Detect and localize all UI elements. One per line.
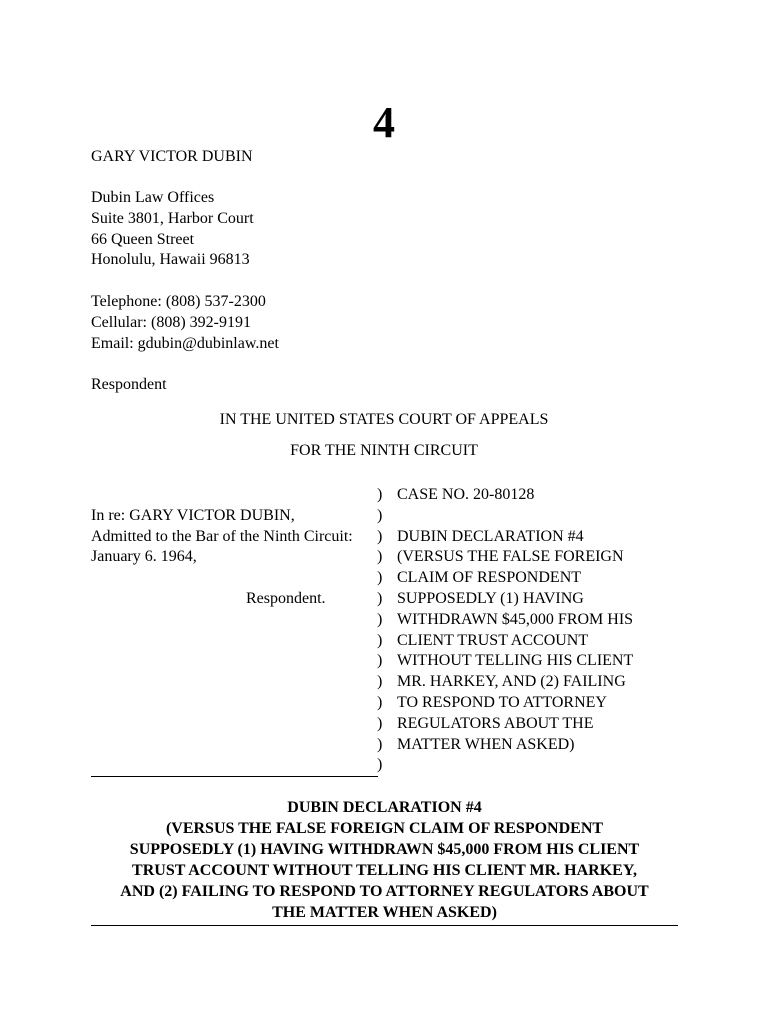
- declaration-title: [91, 797, 678, 923]
- address-line: Honolulu, Hawaii 96813: [91, 251, 250, 269]
- caption-left-line: Admitted to the Bar of the Ninth Circuit:: [91, 527, 353, 545]
- court-circuit: FOR THE NINTH CIRCUIT: [290, 442, 478, 459]
- caption-paren: ): [377, 756, 383, 774]
- caption-left-line: In re: GARY VICTOR DUBIN,: [91, 506, 295, 524]
- case-number: CASE NO. 20-80128: [397, 486, 535, 503]
- caption-paren: ): [377, 735, 383, 753]
- title-underline: [91, 925, 678, 926]
- caption-paren: ): [377, 693, 383, 711]
- title-line: AND (2) FAILING TO RESPOND TO ATTORNEY REGULATORS ABOUT: [120, 883, 649, 900]
- title-line: THE MATTER WHEN ASKED): [272, 904, 497, 921]
- caption-right-line: MATTER WHEN ASKED): [397, 735, 575, 753]
- caption-right-line: CLIENT TRUST ACCOUNT: [397, 631, 589, 649]
- caption-paren: ): [377, 589, 383, 607]
- cellular: Cellular: (808) 392-9191: [91, 313, 251, 331]
- caption-right-line: DUBIN DECLARATION #4: [397, 527, 584, 545]
- exhibit-number: 4: [373, 98, 395, 147]
- caption-paren: ): [377, 527, 383, 545]
- caption-paren: ): [377, 610, 383, 628]
- address-line: 66 Queen Street: [91, 230, 195, 248]
- attorney-role: Respondent: [91, 376, 167, 393]
- caption-paren: ): [377, 569, 383, 587]
- telephone: Telephone: (808) 537-2300: [91, 293, 266, 310]
- caption-right-line: MR. HARKEY, AND (2) FAILING: [397, 673, 626, 691]
- caption-paren: ): [377, 506, 383, 524]
- caption-paren: ): [377, 714, 383, 732]
- caption-paren: ): [377, 486, 383, 503]
- caption-left-line: [91, 568, 383, 589]
- caption-right-line: CLAIM OF RESPONDENT: [397, 569, 582, 587]
- address-line: Dubin Law Offices: [91, 189, 215, 206]
- caption-right-line: WITHDRAWN $45,000 FROM HIS: [397, 610, 634, 628]
- caption-paren: ): [377, 548, 383, 566]
- caption-underline: [91, 776, 378, 777]
- attorney-address: [91, 188, 254, 271]
- email: Email: gdubin@dubinlaw.net: [91, 334, 279, 352]
- title-line: SUPPOSEDLY (1) HAVING WITHDRAWN $45,000 FROM HIS CLIENT: [129, 841, 640, 858]
- title-line: (VERSUS THE FALSE FOREIGN CLAIM OF RESPONDENT: [165, 820, 604, 837]
- caption-left-line: January 6. 1964,: [91, 548, 197, 566]
- caption-paren: ): [377, 631, 383, 649]
- caption-right-line: REGULATORS ABOUT THE: [397, 714, 594, 732]
- caption-case-info: [397, 485, 697, 755]
- address-line: Suite 3801, Harbor Court: [91, 209, 254, 227]
- title-line: DUBIN DECLARATION #4: [287, 799, 482, 816]
- caption-right-line: [397, 506, 697, 527]
- caption-right-line: (VERSUS THE FALSE FOREIGN: [397, 548, 624, 566]
- attorney-contact: [91, 292, 279, 354]
- attorney-name-block: [91, 147, 253, 168]
- caption-parties: [91, 485, 383, 610]
- court-name: IN THE UNITED STATES COURT OF APPEALS: [219, 411, 549, 428]
- caption-right-line: TO RESPOND TO ATTORNEY: [397, 693, 607, 711]
- caption-respondent-label: Respondent.: [246, 589, 326, 607]
- caption-left-line: [91, 485, 383, 506]
- caption-paren: ): [377, 652, 383, 670]
- attorney-role-block: [91, 375, 167, 396]
- caption-paren-column: [377, 485, 387, 776]
- caption-right-line: SUPPOSEDLY (1) HAVING: [397, 589, 584, 607]
- title-line: TRUST ACCOUNT WITHOUT TELLING HIS CLIENT MR. HARKEY,: [132, 862, 637, 879]
- caption-paren: ): [377, 673, 383, 691]
- attorney-name: GARY VICTOR DUBIN: [91, 148, 253, 165]
- caption-right-line: WITHOUT TELLING HIS CLIENT: [397, 652, 634, 670]
